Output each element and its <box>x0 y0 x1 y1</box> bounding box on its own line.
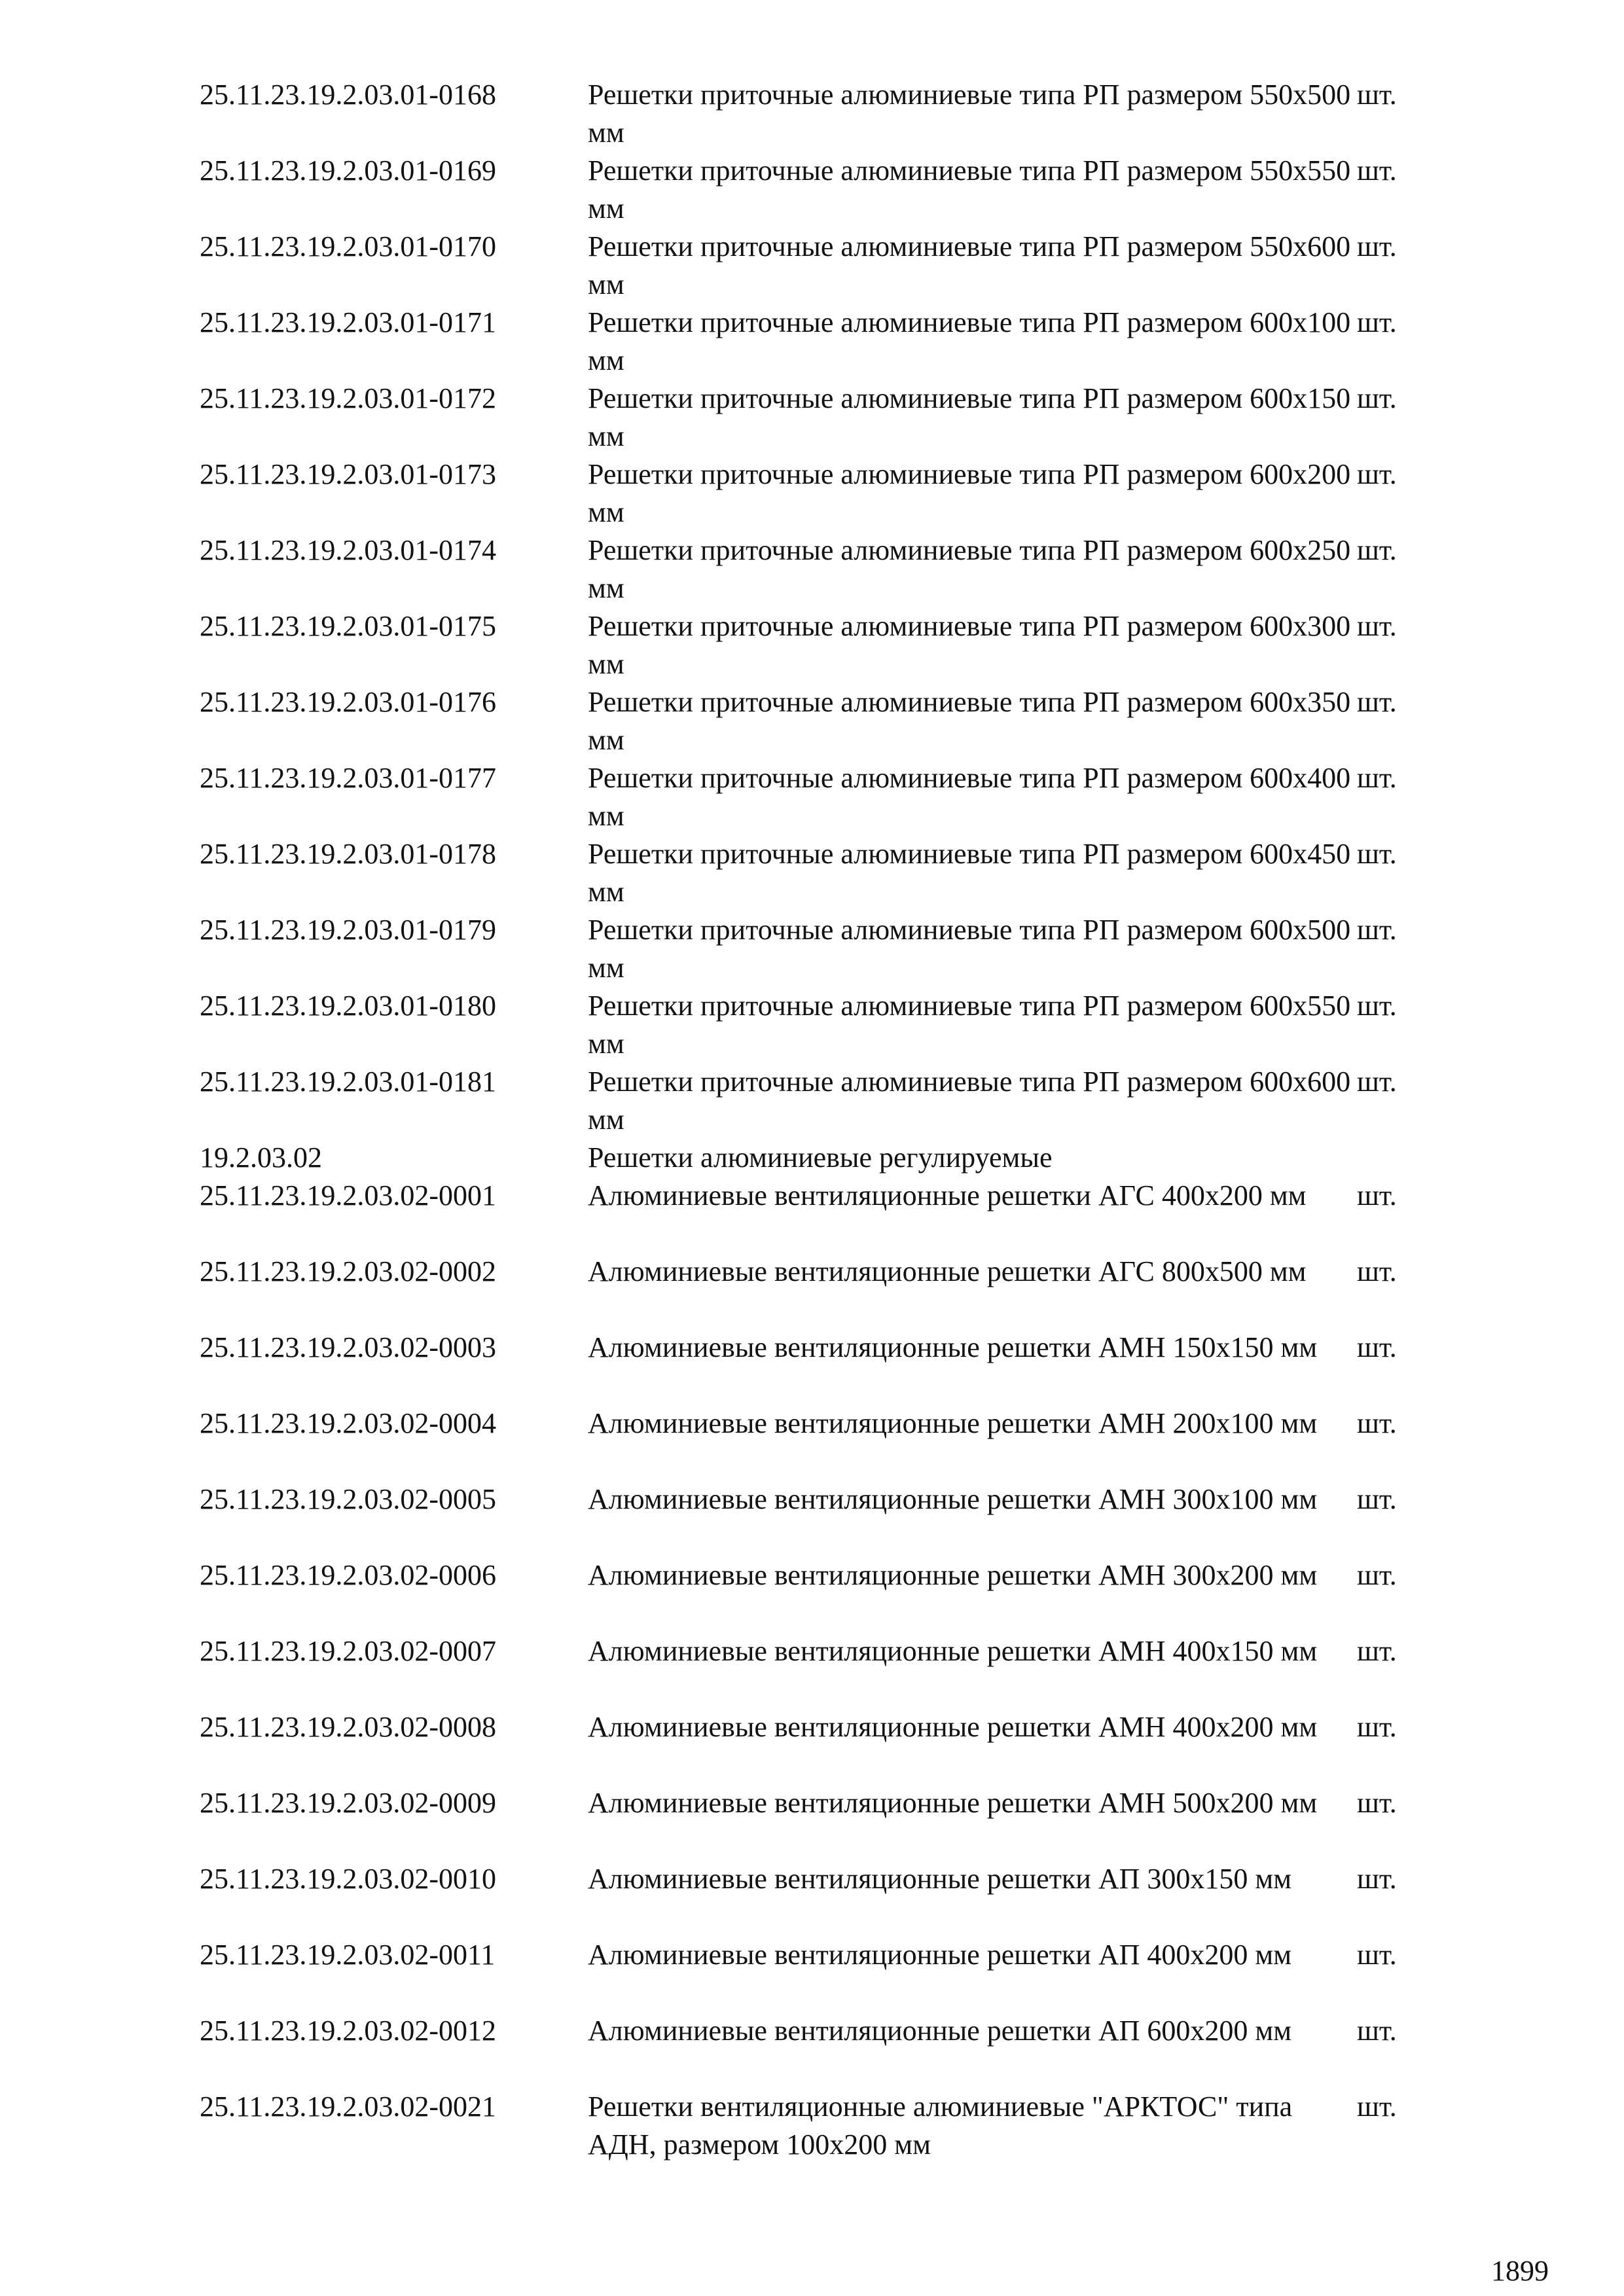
item-code: 25.11.23.19.2.03.01-0169 <box>200 154 497 187</box>
item-unit: шт. <box>1357 838 1397 870</box>
item-description: Алюминиевые вентиляционные решетки АП 400х200 мм <box>588 1939 1292 1971</box>
item-description: Решетки приточные алюминиевые типа РП размером 550х600 мм <box>588 230 1351 300</box>
item-code: 25.11.23.19.2.03.01-0173 <box>200 458 497 490</box>
item-code: 25.11.23.19.2.03.02-0001 <box>200 1179 497 1211</box>
item-unit: шт. <box>1357 990 1397 1022</box>
item-code: 25.11.23.19.2.03.01-0176 <box>200 686 497 718</box>
item-code: 25.11.23.19.2.03.02-0006 <box>200 1559 497 1591</box>
item-unit: шт. <box>1357 1255 1397 1287</box>
item-unit: шт. <box>1357 762 1397 794</box>
item-description: Решетки приточные алюминиевые типа РП размером 550х500 мм <box>588 79 1351 149</box>
item-unit: шт. <box>1357 1407 1397 1439</box>
item-description: Алюминиевые вентиляционные решетки АП 600х200 мм <box>588 2015 1292 2047</box>
item-description: Решетки приточные алюминиевые типа РП размером 600х200 мм <box>588 458 1351 528</box>
item-code: 25.11.23.19.2.03.01-0181 <box>200 1066 497 1098</box>
table-row <box>200 1784 1443 1860</box>
table-row <box>200 1708 1443 1784</box>
item-code: 25.11.23.19.2.03.02-0012 <box>200 2015 497 2047</box>
item-unit: шт. <box>1357 534 1397 566</box>
table-row <box>200 987 1443 1063</box>
item-unit: шт. <box>1357 1787 1397 1819</box>
item-unit: шт. <box>1357 914 1397 946</box>
table-row <box>200 531 1443 607</box>
item-description: Решетки приточные алюминиевые типа РП размером 550х550 мм <box>588 154 1351 224</box>
item-code: 25.11.23.19.2.03.02-0010 <box>200 1863 497 1895</box>
item-description: Алюминиевые вентиляционные решетки АМН 200х100 мм <box>588 1407 1318 1439</box>
item-description: Решетки приточные алюминиевые типа РП размером 600х300 мм <box>588 610 1351 680</box>
item-description: Решетки приточные алюминиевые типа РП размером 600х400 мм <box>588 762 1351 832</box>
table-row <box>200 1063 1443 1139</box>
table-row <box>200 607 1443 683</box>
item-description: Алюминиевые вентиляционные решетки АМН 400х200 мм <box>588 1711 1318 1743</box>
item-unit: шт. <box>1357 1635 1397 1667</box>
item-code: 25.11.23.19.2.03.02-0005 <box>200 1483 497 1515</box>
item-code: 25.11.23.19.2.03.02-0021 <box>200 2090 497 2123</box>
item-description: Алюминиевые вентиляционные решетки АМН 300х200 мм <box>588 1559 1318 1591</box>
table-row <box>200 1556 1443 1632</box>
item-description: Алюминиевые вентиляционные решетки АМН 300х100 мм <box>588 1483 1318 1515</box>
item-code: 25.11.23.19.2.03.02-0003 <box>200 1331 497 1363</box>
item-code: 25.11.23.19.2.03.01-0170 <box>200 230 497 262</box>
table-row <box>200 835 1443 911</box>
table-row <box>200 1405 1443 1480</box>
item-code: 25.11.23.19.2.03.01-0172 <box>200 382 497 414</box>
table-row <box>200 380 1443 456</box>
item-description: Решетки приточные алюминиевые типа РП размером 600х500 мм <box>588 914 1351 984</box>
page-number: 1899 <box>1491 2255 1549 2287</box>
item-unit: шт. <box>1357 686 1397 718</box>
item-code: 25.11.23.19.2.03.02-0011 <box>200 1939 496 1971</box>
table-row <box>200 1329 1443 1405</box>
item-code: 25.11.23.19.2.03.01-0180 <box>200 990 497 1022</box>
item-code: 25.11.23.19.2.03.01-0171 <box>200 306 497 338</box>
item-unit: шт. <box>1357 610 1397 642</box>
item-code: 25.11.23.19.2.03.01-0179 <box>200 914 497 946</box>
item-description: Решетки приточные алюминиевые типа РП размером 600х550 мм <box>588 990 1351 1060</box>
table-row <box>200 1177 1443 1253</box>
item-code: 25.11.23.19.2.03.02-0007 <box>200 1635 497 1667</box>
item-description: Решетки приточные алюминиевые типа РП размером 600х250 мм <box>588 534 1351 604</box>
item-unit: шт. <box>1357 1939 1397 1971</box>
item-unit: шт. <box>1357 1559 1397 1591</box>
item-unit: шт. <box>1357 1331 1397 1363</box>
item-unit: шт. <box>1357 458 1397 490</box>
item-unit: шт. <box>1357 79 1397 111</box>
item-unit: шт. <box>1357 382 1397 414</box>
table-row <box>200 228 1443 304</box>
item-description: Решетки алюминиевые регулируемые <box>588 1141 1053 1174</box>
item-unit: шт. <box>1357 1066 1397 1098</box>
table-row <box>200 759 1443 835</box>
table-row <box>200 76 1443 152</box>
item-unit: шт. <box>1357 2015 1397 2047</box>
item-description: Решетки приточные алюминиевые типа РП размером 600х100 мм <box>588 306 1351 376</box>
item-code: 19.2.03.02 <box>200 1141 322 1174</box>
item-unit: шт. <box>1357 1863 1397 1895</box>
table-row <box>200 683 1443 759</box>
item-unit: шт. <box>1357 1483 1397 1515</box>
item-unit: шт. <box>1357 1179 1397 1211</box>
table-row <box>200 456 1443 531</box>
item-unit: шт. <box>1357 230 1397 262</box>
table-row <box>200 304 1443 380</box>
item-code: 25.11.23.19.2.03.02-0009 <box>200 1787 497 1819</box>
item-description: Алюминиевые вентиляционные решетки АМН 500х200 мм <box>588 1787 1318 1819</box>
item-description: Решетки приточные алюминиевые типа РП размером 600х450 мм <box>588 838 1351 908</box>
item-description: Решетки приточные алюминиевые типа РП размером 600х350 мм <box>588 686 1351 756</box>
item-description: Алюминиевые вентиляционные решетки АГС 400х200 мм <box>588 1179 1307 1211</box>
table-row <box>200 1936 1443 2012</box>
item-unit: шт. <box>1357 1711 1397 1743</box>
price-list-table <box>200 76 1443 2164</box>
table-row <box>200 152 1443 228</box>
item-code: 25.11.23.19.2.03.02-0004 <box>200 1407 497 1439</box>
item-description: Решетки приточные алюминиевые типа РП размером 600х600 мм <box>588 1066 1351 1136</box>
item-description: Алюминиевые вентиляционные решетки АГС 800х500 мм <box>588 1255 1307 1287</box>
item-code: 25.11.23.19.2.03.02-0002 <box>200 1255 497 1287</box>
table-row <box>200 911 1443 987</box>
item-description: Решетки приточные алюминиевые типа РП размером 600х150 мм <box>588 382 1351 452</box>
item-code: 25.11.23.19.2.03.01-0174 <box>200 534 497 566</box>
item-description: Алюминиевые вентиляционные решетки АМН 400х150 мм <box>588 1635 1318 1667</box>
item-description: Алюминиевые вентиляционные решетки АМН 150х150 мм <box>588 1331 1318 1363</box>
item-unit: шт. <box>1357 306 1397 338</box>
item-unit: шт. <box>1357 154 1397 187</box>
item-code: 25.11.23.19.2.03.01-0175 <box>200 610 497 642</box>
table-row <box>200 1860 1443 1936</box>
item-code: 25.11.23.19.2.03.02-0008 <box>200 1711 497 1743</box>
group-heading-row <box>200 1139 1443 1177</box>
item-code: 25.11.23.19.2.03.01-0168 <box>200 79 497 111</box>
table-row <box>200 1253 1443 1329</box>
item-description: Алюминиевые вентиляционные решетки АП 300х150 мм <box>588 1863 1292 1895</box>
item-code: 25.11.23.19.2.03.01-0178 <box>200 838 497 870</box>
table-row <box>200 1632 1443 1708</box>
item-unit: шт. <box>1357 2090 1397 2123</box>
table-row <box>200 2012 1443 2088</box>
table-row <box>200 2088 1443 2164</box>
table-row <box>200 1480 1443 1556</box>
item-description: Решетки вентиляционные алюминиевые "АРКТОС" типа АДН, размером 100х200 мм <box>588 2090 1293 2161</box>
item-code: 25.11.23.19.2.03.01-0177 <box>200 762 497 794</box>
